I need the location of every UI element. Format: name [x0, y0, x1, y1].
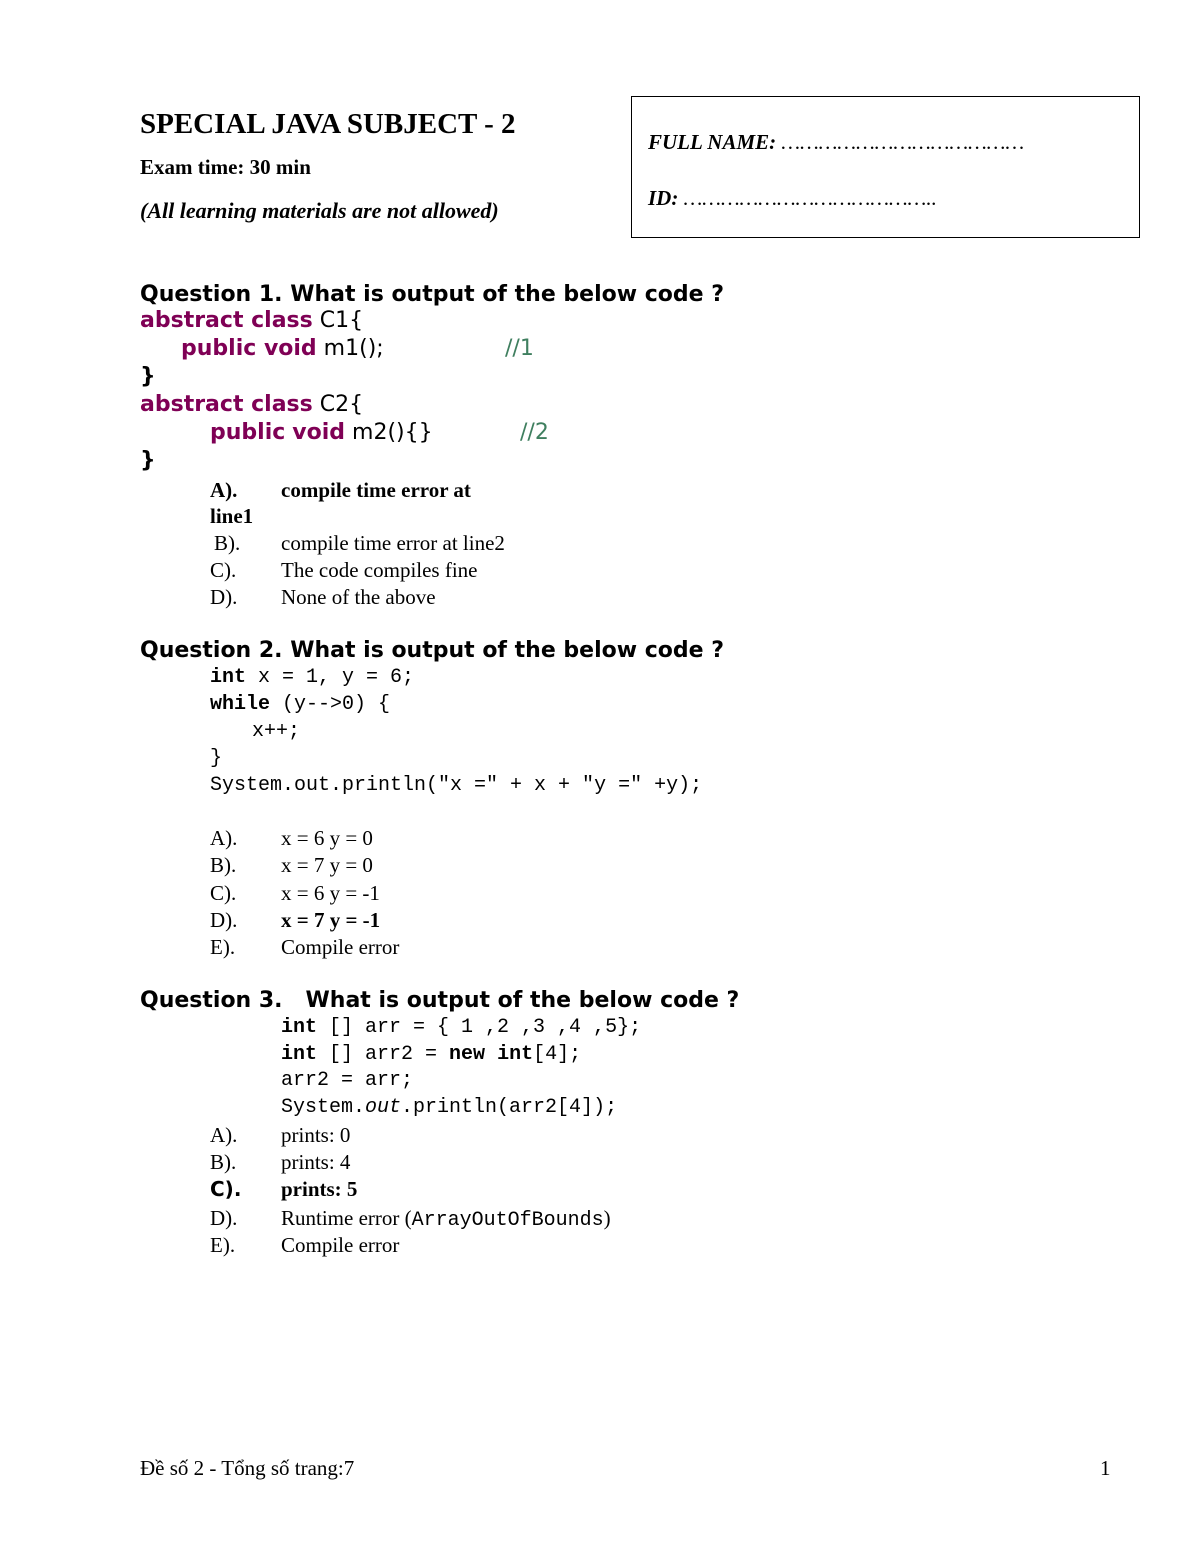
- option-text: x = 7 y = -1: [281, 908, 381, 932]
- q1-keyword: abstract class: [140, 392, 313, 417]
- q1-heading: Question 1. What is output of the below code ?: [140, 282, 724, 307]
- q1-keyword: void: [292, 420, 346, 445]
- q3-code-text: [] arr2 =: [317, 1043, 450, 1066]
- q1-keyword: abstract class: [140, 308, 313, 333]
- option-text: x = 7 y = 0: [281, 853, 373, 877]
- option-label: E).: [210, 1233, 236, 1257]
- q2-code-line: [210, 666, 414, 689]
- option-text: Compile error: [281, 935, 400, 959]
- option-text-part: ): [603, 1206, 611, 1230]
- q3-code-text: [4];: [533, 1043, 582, 1066]
- q3-keyword: int: [281, 1043, 318, 1066]
- q2-code-line: [210, 693, 390, 716]
- q3-code-line: [281, 1096, 617, 1119]
- q1-code-text: C1{: [312, 308, 364, 333]
- option-text: [281, 1206, 611, 1232]
- q1-keyword: public: [210, 420, 286, 445]
- option-text: x = 6 y = 0: [281, 826, 373, 850]
- q1-code-text: m2(){}: [345, 420, 433, 445]
- id-blank: …………………………………..: [678, 186, 937, 210]
- q3-code-text: .println(arr2[4]);: [401, 1096, 618, 1119]
- option-label: D).: [210, 1206, 238, 1230]
- option-label: B).: [210, 1150, 237, 1174]
- option-text-code: ArrayOutOfBounds: [411, 1209, 604, 1232]
- option-text: The code compiles fine: [281, 558, 478, 582]
- q1-code-line: }: [140, 448, 156, 473]
- option-text: compile time error at: [281, 478, 471, 502]
- option-text: Compile error: [281, 1233, 400, 1257]
- q3-heading-text: What is output of the below code ?: [305, 988, 740, 1013]
- q3-heading-number: Question 3.: [140, 988, 283, 1013]
- q2-code-line: System.out.println("x =" + x + "y =" +y);: [210, 774, 703, 797]
- q2-code-line: x++;: [252, 720, 301, 743]
- q1-comment-2: //2: [520, 420, 549, 445]
- id-line: [648, 186, 937, 211]
- option-label: B).: [210, 853, 237, 877]
- q3-code-line: [281, 1043, 581, 1066]
- q2-code-text: (y-->0) {: [270, 693, 391, 716]
- option-label: A).: [210, 478, 238, 502]
- option-label: A).: [210, 1123, 238, 1147]
- q3-code-text: System.: [281, 1096, 366, 1119]
- full-name-blank: …………………………………: [776, 130, 1025, 154]
- q2-keyword: while: [210, 693, 271, 716]
- option-label: C).: [210, 1177, 242, 1201]
- q1-code-line: [140, 392, 363, 417]
- q1-code-line: [181, 336, 384, 361]
- option-text: x = 6 y = -1: [281, 881, 380, 905]
- option-label: D).: [210, 585, 238, 609]
- option-label: C).: [210, 558, 237, 582]
- q1-code-line: [140, 308, 363, 333]
- full-name-line: [648, 130, 1024, 155]
- q1-code-line: }: [140, 364, 156, 389]
- option-label: B).: [214, 531, 241, 555]
- option-text: prints: 4: [281, 1150, 351, 1174]
- option-text: compile time error at line2: [281, 531, 505, 555]
- q2-keyword: int: [210, 666, 247, 689]
- q3-code-text: out: [365, 1096, 402, 1119]
- footer-text: Đề số 2 - Tổng số trang:7: [140, 1456, 355, 1480]
- exam-time: Exam time: 30 min: [140, 155, 311, 179]
- q3-keyword: int: [497, 1043, 534, 1066]
- q1-comment-1: //1: [505, 336, 534, 361]
- option-text-part: Runtime error (: [281, 1206, 412, 1230]
- option-label: E).: [210, 935, 236, 959]
- page-number: 1: [1100, 1456, 1111, 1480]
- q3-keyword: new: [449, 1043, 486, 1066]
- q2-code-text: x = 1, y = 6;: [246, 666, 415, 689]
- option-text: None of the above: [281, 585, 436, 609]
- q3-code-line: [281, 1016, 641, 1039]
- option-text: prints: 0: [281, 1123, 351, 1147]
- q3-keyword: int: [281, 1016, 318, 1039]
- q3-heading: [140, 988, 739, 1013]
- q2-heading: Question 2. What is output of the below code ?: [140, 638, 724, 663]
- id-label: ID:: [648, 186, 679, 210]
- option-label: C).: [210, 881, 237, 905]
- q3-code-line: arr2 = arr;: [281, 1069, 414, 1092]
- option-label: D).: [210, 908, 238, 932]
- exam-title: SPECIAL JAVA SUBJECT - 2: [140, 108, 516, 140]
- q1-keyword: public void: [181, 336, 317, 361]
- q1-option-a-cont: line1: [210, 504, 254, 528]
- student-info-box: [631, 96, 1140, 238]
- full-name-label: FULL NAME:: [648, 130, 777, 154]
- option-label: A).: [210, 826, 238, 850]
- q3-code-text: [] arr = { 1 ,2 ,3 ,4 ,5};: [317, 1016, 642, 1039]
- q1-code-line: [210, 420, 433, 445]
- q1-code-text: C2{: [312, 392, 364, 417]
- option-text: prints: 5: [281, 1177, 358, 1201]
- q1-code-text: m1();: [316, 336, 384, 361]
- materials-note: (All learning materials are not allowed): [140, 198, 499, 223]
- q2-code-line: }: [210, 747, 223, 770]
